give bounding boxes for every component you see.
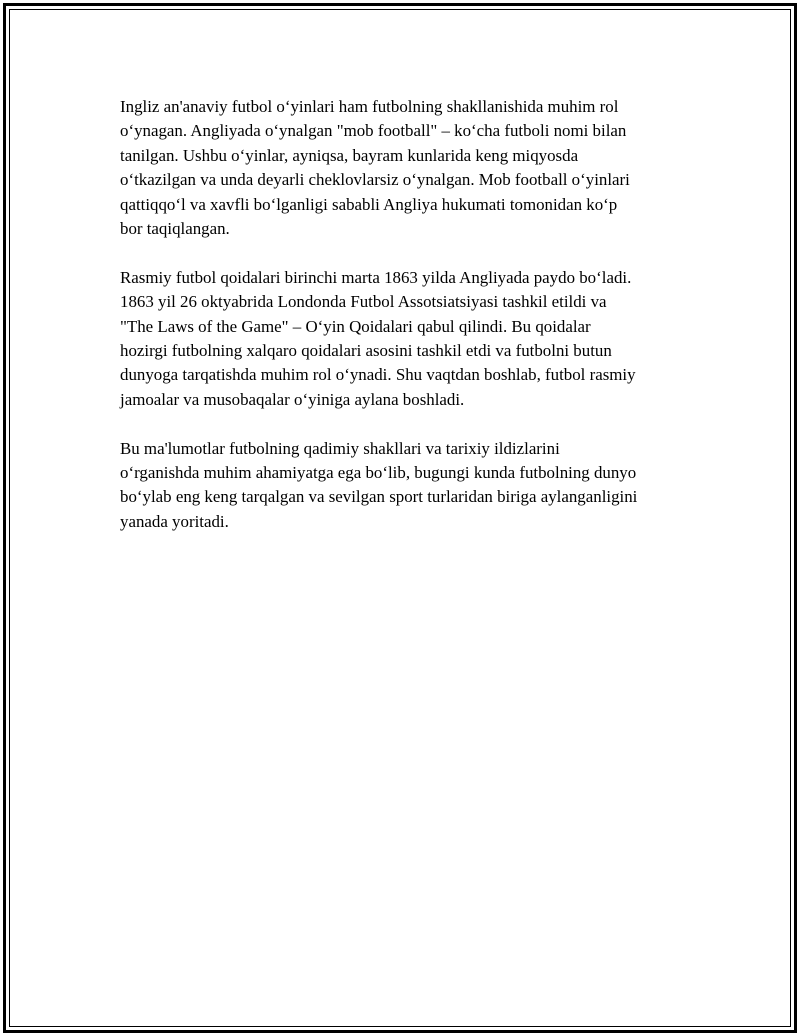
text-line: jamoalar va musobaqalar o‘yiniga aylana boshladi. <box>120 389 465 409</box>
paragraph-mob-football <box>120 95 700 241</box>
paragraph-conclusion <box>120 437 700 535</box>
text-line: dunyoga tarqatishda muhim rol o‘ynadi. Shu vaqtdan boshlab, futbol rasmiy <box>120 365 636 385</box>
text-line: bo‘ylab eng keng tarqalgan va sevilgan sport turlaridan biriga aylanganligini <box>120 487 638 507</box>
text-line: o‘ynagan. Angliyada o‘ynalgan "mob football" – ko‘cha futboli nomi bilan <box>120 121 627 141</box>
text-line: Rasmiy futbol qoidalari birinchi marta 1863 yilda Angliyada paydo bo‘ladi. <box>120 267 632 287</box>
text-line: Ingliz an'anaviy futbol o‘yinlari ham futbolning shakllanishida muhim rol <box>120 97 619 116</box>
text-line: qattiqqo‘l va xavfli bo‘lganligi sababli Angliya hukumati tomonidan ko‘p <box>120 194 618 214</box>
paragraph-official-rules <box>120 266 700 412</box>
text-line: hozirgi futbolning xalqaro qoidalari asosini tashkil etdi va futbolni butun <box>120 341 612 361</box>
text-line: Bu ma'lumotlar futbolning qadimiy shakllari va tarixiy ildizlarini <box>120 438 560 458</box>
text-line: "The Laws of the Game" – O‘yin Qoidalari qabul qilindi. Bu qoidalar <box>120 316 591 336</box>
text-line: o‘rganishda muhim ahamiyatga ega bo‘lib, bugungi kunda futbolning dunyo <box>120 463 637 483</box>
text-line: o‘tkazilgan va unda deyarli cheklovlarsiz o‘ynalgan. Mob football o‘yinlari <box>120 170 630 190</box>
text-line: bor taqiqlangan. <box>120 219 230 239</box>
text-line: yanada yoritadi. <box>120 511 229 531</box>
text-line: 1863 yil 26 oktyabrida Londonda Futbol Assotsiatsiyasi tashkil etildi va <box>120 292 607 312</box>
page-frame <box>3 3 797 1033</box>
text-line: tanilgan. Ushbu o‘yinlar, ayniqsa, bayram kunlarida keng miqyosda <box>120 145 579 165</box>
document-body <box>120 95 700 559</box>
